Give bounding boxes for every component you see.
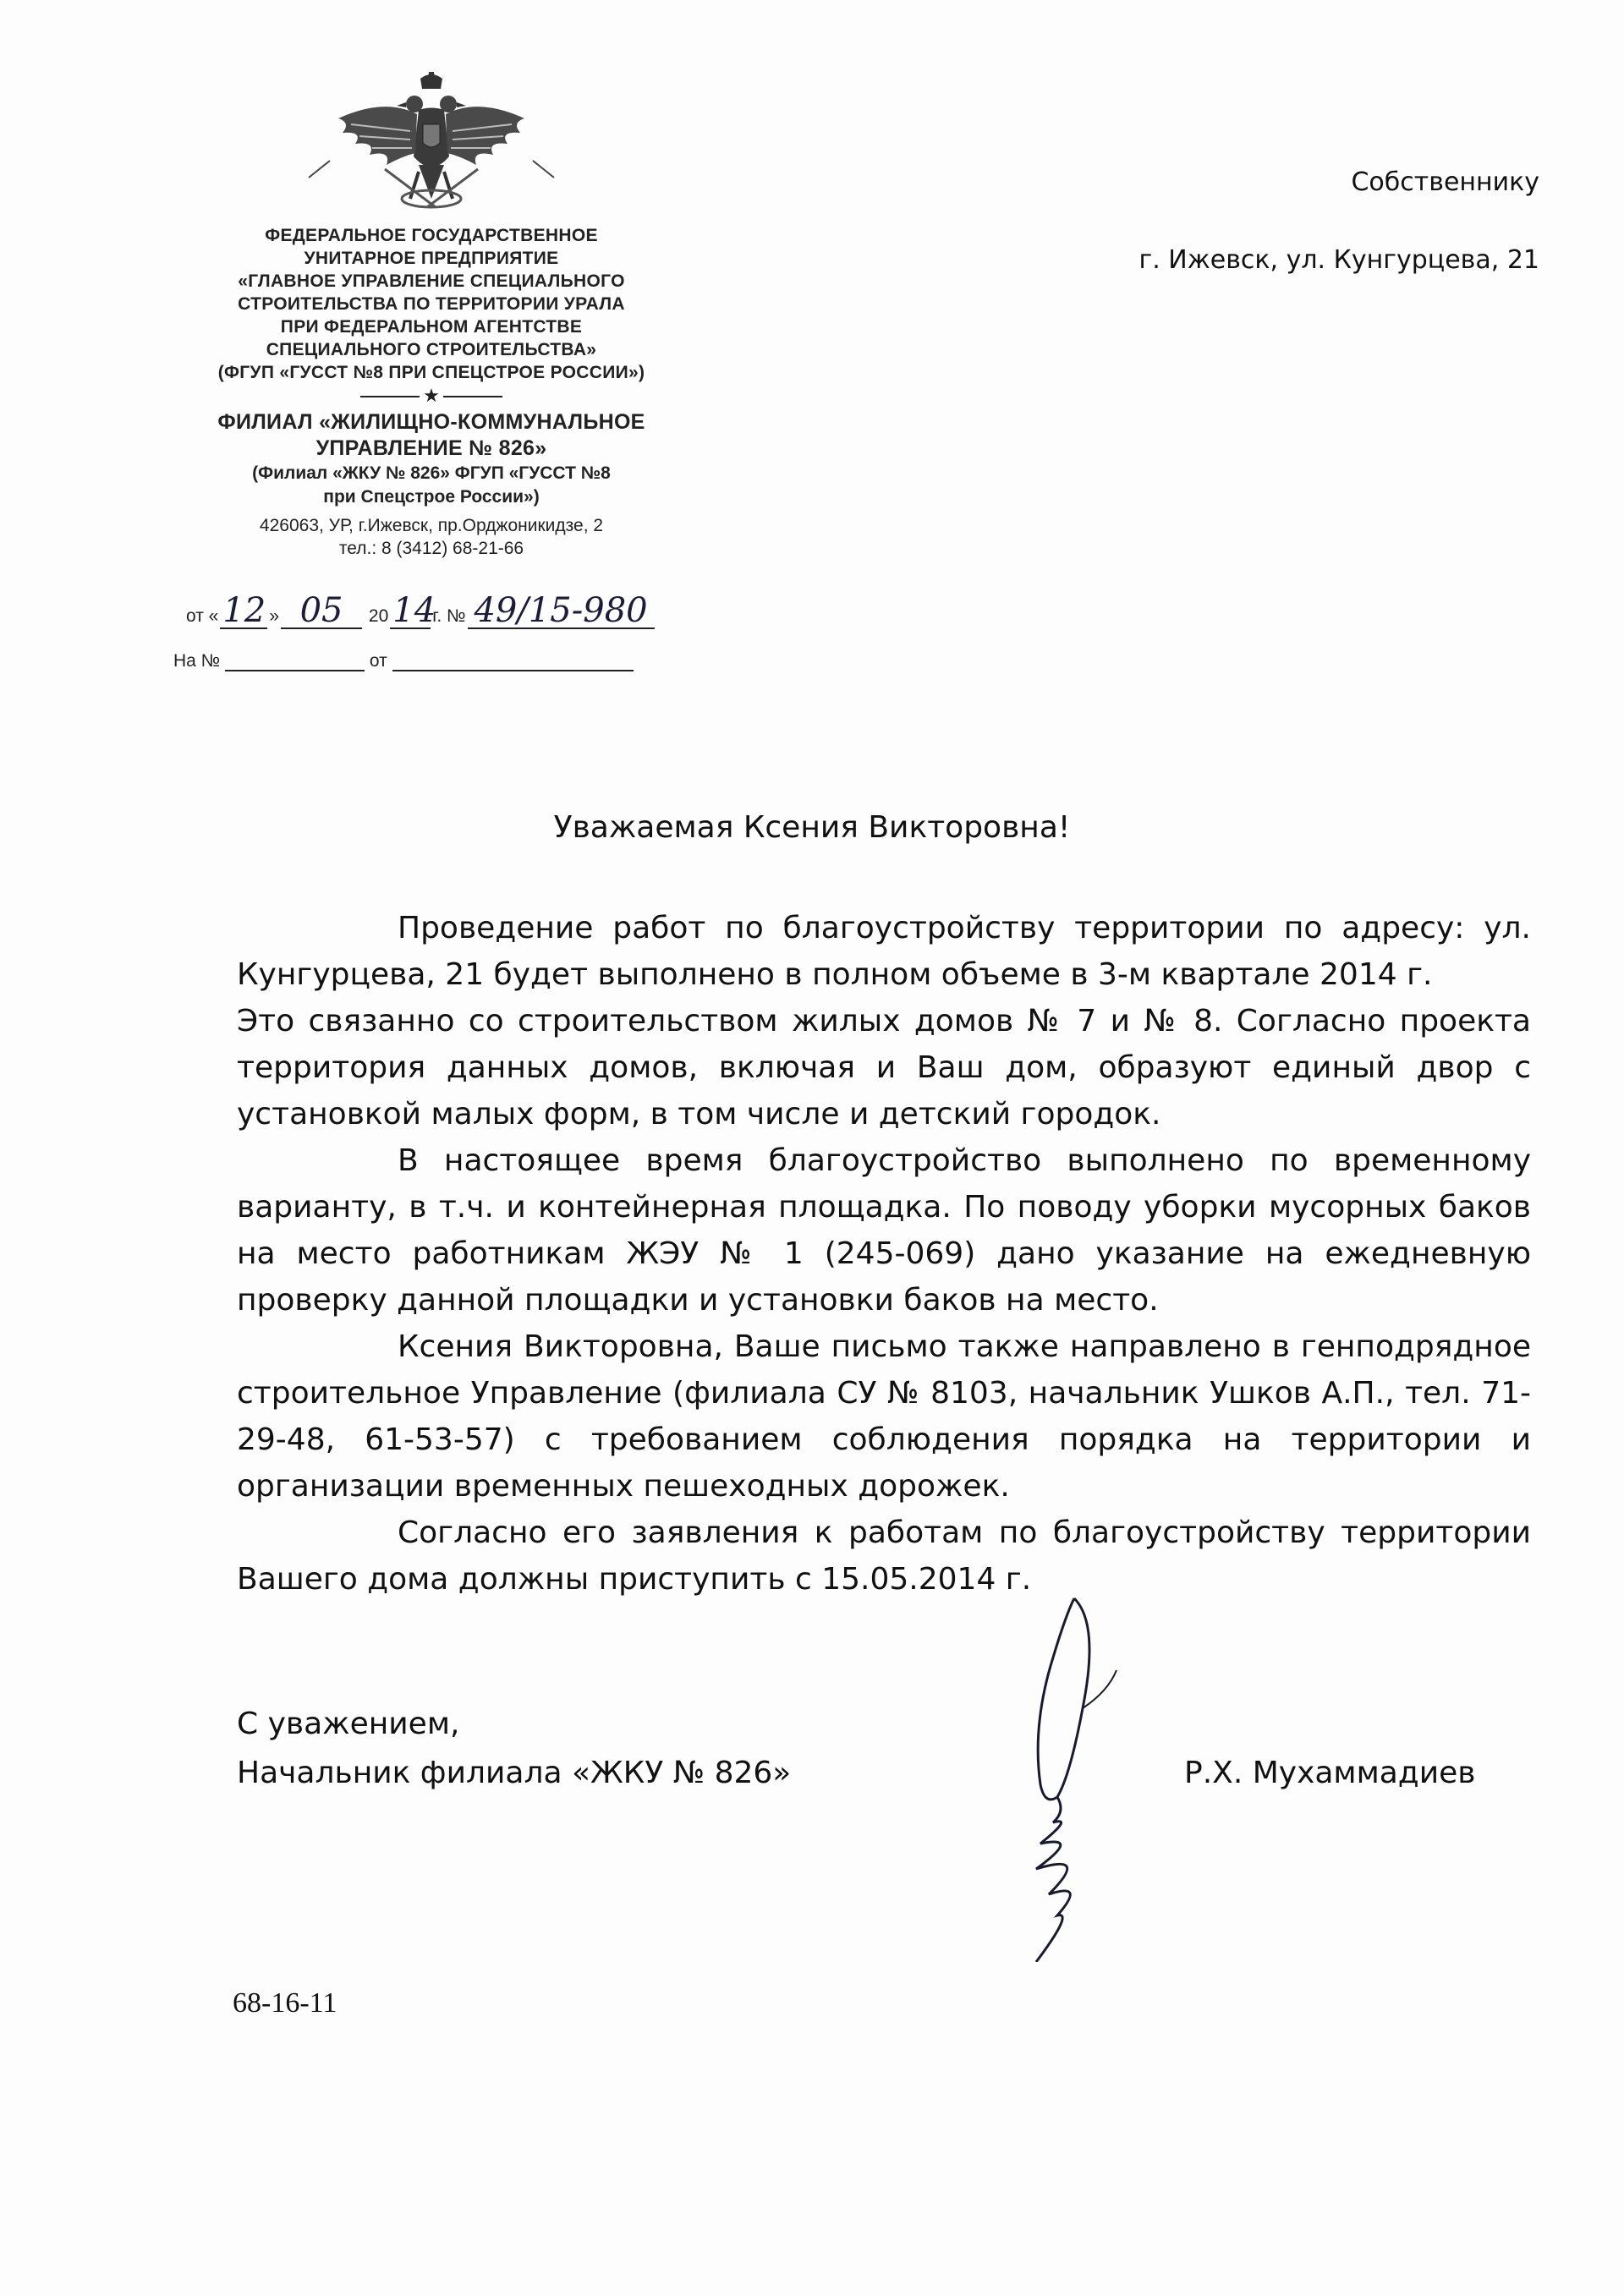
org-line-6: СПЕЦИАЛЬНОГО СТРОИТЕЛЬСТВА» [266, 340, 597, 359]
reg-from-label: от « [186, 606, 219, 626]
branch-address: 426063, УР, г.Ижевск, пр.Орджоникидзе, 2 [259, 516, 604, 535]
ref-number-blank [225, 655, 365, 671]
addressee-line-2: г. Ижевск, ул. Кунгурцева, 21 [1138, 245, 1539, 275]
closing [237, 1700, 791, 1798]
org-line-3: «ГЛАВНОЕ УПРАВЛЕНИЕ СПЕЦИАЛЬНОГО [238, 271, 625, 291]
letterhead [161, 72, 702, 560]
branch-sub-line-2: при Спецстрое России») [323, 487, 540, 507]
reg-year-prefix: 20 [368, 606, 389, 626]
reg-day: 12 [220, 594, 267, 629]
org-line-7: (ФГУП «ГУССТ №8 ПРИ СПЕЦСТРОЕ РОССИИ») [217, 363, 645, 382]
closing-position: Начальник филиала «ЖКУ № 826» [237, 1756, 792, 1790]
salutation: Уважаемая Ксения Викторовна! [553, 810, 1071, 845]
branch-line-1: ФИЛИАЛ «ЖИЛИЩНО-КОММУНАЛЬНОЕ [217, 410, 645, 434]
ref-na-label: На № [173, 651, 221, 671]
double-headed-eagle-emblem-icon [292, 72, 571, 216]
ref-date-blank [392, 655, 634, 671]
org-line-4: СТРОИТЕЛЬСТВА ПО ТЕРРИТОРИИ УРАЛА [238, 294, 625, 314]
branch-phone: тел.: 8 (3412) 68-21-66 [338, 539, 524, 558]
reference-row [173, 651, 634, 671]
letter-body [237, 905, 1531, 1603]
reg-quote: » [269, 606, 280, 626]
paragraph-5: Согласно его заявления к работам по благоустройству территории Вашего дома должны приступить с 15.05.2014 г. [237, 1515, 1531, 1597]
branch-line-2: УПРАВЛЕНИЕ № 826» [315, 436, 547, 460]
reg-year: 14 [390, 594, 431, 629]
registration-row [184, 591, 655, 630]
paragraph-3: В настоящее время благоустройство выполнено по временному варианту, в т.ч. и контейнерная площадка. По поводу уборки мусорных баков на место работникам ЖЭУ № 1 (245-069) дано указание на ежедневную проверку данной площадки и установки баков на место. [237, 1143, 1531, 1318]
closing-regards: С уважением, [237, 1707, 460, 1741]
org-line-5: ПРИ ФЕДЕРАЛЬНОМ АГЕНТСТВЕ [280, 317, 583, 337]
handwritten-signature [973, 1590, 1142, 1962]
paragraph-2: Это связанно со строительством жилых домов № 7 и № 8. Согласно проекта территория данных домов, включая и Ваш дом, образуют единый двор с установкой малых форм, в том числе и детский городок. [237, 1004, 1531, 1132]
star-divider: ★ [161, 386, 702, 406]
org-line-1: ФЕДЕРАЛЬНОЕ ГОСУДАРСТВЕННОЕ [265, 226, 598, 245]
reg-year-suffix: г. № [432, 606, 466, 626]
ref-ot-label: от [369, 651, 387, 671]
branch-sub-line-1: (Филиал «ЖКУ № 826» ФГУП «ГУССТ №8 [252, 463, 611, 483]
addressee-line-1: Собственнику [1351, 167, 1539, 197]
org-line-2: УНИТАРНОЕ ПРЕДПРИЯТИЕ [304, 249, 559, 268]
document-code: 68-16-11 [233, 1987, 337, 2019]
reg-number: 49/15-980 [468, 594, 655, 629]
paragraph-1: Проведение работ по благоустройству территории по адресу: ул. Кунгурцева, 21 будет выполнено в полном объеме в 3-м квартале 2014 г. [237, 911, 1531, 992]
signer-name: Р.Х. Мухаммадиев [1184, 1756, 1476, 1790]
paragraph-4: Ксения Викторовна, Ваше письмо также направлено в генподрядное строительное Управление (филиала СУ № 8103, начальник Ушков А.П., тел. 71-29-48, 61-53-57) с требованием соблюдения порядка на территории и организации временных пешеходных дорожек. [237, 1329, 1531, 1504]
addressee [1138, 144, 1539, 299]
reg-month: 05 [281, 594, 362, 629]
